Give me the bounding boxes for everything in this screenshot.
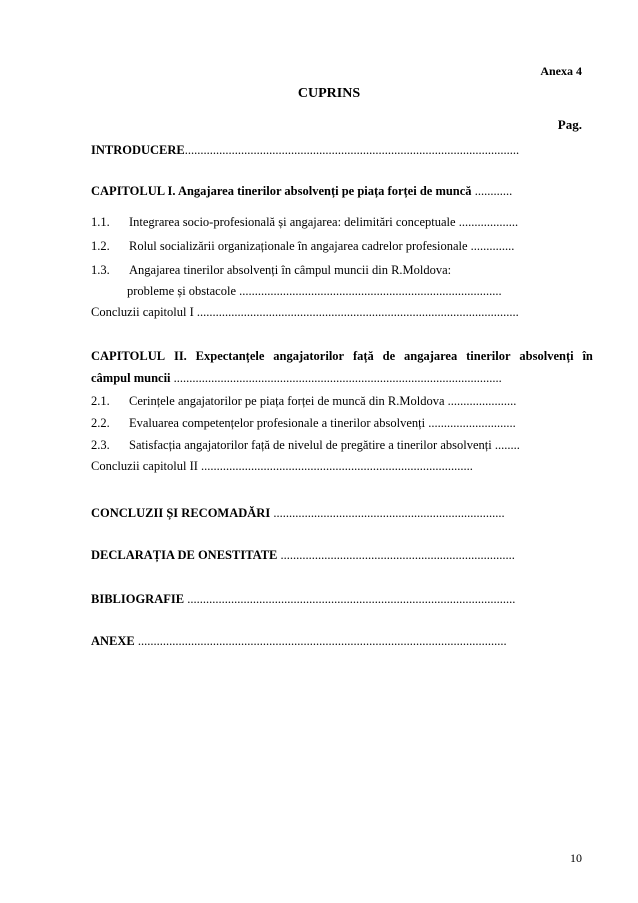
chapter-word: II. — [173, 349, 187, 363]
leader-dots: ............................ — [425, 416, 516, 430]
section-number: 2.1. — [91, 394, 110, 408]
leader-dots: .................................................................................... — [236, 284, 502, 298]
section-number: 2.2. — [91, 416, 110, 430]
entry-label: probleme și obstacole — [127, 284, 236, 298]
toc-entry-declaratia — [91, 548, 515, 563]
chapter-word: CAPITOLUL — [91, 349, 166, 363]
entry-label: BIBLIOGRAFIE — [91, 592, 185, 606]
entry-label: CONCLUZII ȘI RECOMADĂRI — [91, 506, 271, 520]
leader-dots: .......................................................................... — [270, 506, 505, 520]
entry-label: DECLARAȚIA DE ONESTITATE — [91, 548, 278, 562]
section-number: 1.3. — [91, 263, 110, 277]
entry-label: Rolul socializării organizaționale în angajarea cadrelor profesionale — [129, 239, 468, 253]
toc-entry-concluzii-1 — [91, 305, 519, 320]
toc-entry-introducere — [91, 143, 519, 158]
chapter-word: angajatorilor — [273, 349, 345, 363]
entry-label: Angajarea tinerilor absolvenți în câmpul muncii din R.Moldova: — [129, 263, 452, 277]
leader-dots: ............ — [471, 184, 513, 198]
page-column-label: Pag. — [557, 117, 582, 132]
toc-entry-1-1 — [91, 215, 518, 230]
toc-entry-2-2 — [91, 416, 516, 431]
entry-label: Satisfacția angajatorilor față de nivelul de pregătire a tinerilor absolvenți — [129, 438, 492, 452]
toc-entry-bibliografie — [91, 592, 515, 607]
leader-dots: ........ — [491, 438, 520, 452]
toc-entry-anexe — [91, 634, 507, 649]
leader-dots: ....................................................................................................... — [193, 305, 519, 319]
entry-label: INTRODUCERE — [91, 143, 185, 157]
section-number: 2.3. — [91, 438, 110, 452]
section-number: 1.1. — [91, 215, 110, 229]
toc-entry-concluzii — [91, 506, 505, 521]
chapter-word: tinerilor — [466, 349, 511, 363]
toc-entry-concluzii-2 — [91, 459, 473, 474]
leader-dots: ........................................................................................................... — [184, 143, 520, 157]
page-number: 10 — [570, 851, 582, 865]
leader-dots: ......................................................................................................... — [170, 371, 502, 385]
leader-dots: ....................................................................................... — [197, 459, 473, 473]
toc-entry-chapter-2-cont — [91, 371, 502, 386]
page-title: CUPRINS — [297, 86, 361, 101]
leader-dots: .............. — [467, 239, 515, 253]
entry-label: ANEXE — [91, 634, 135, 648]
chapter-word: angajarea — [404, 349, 458, 363]
toc-entry-chapter-1 — [91, 184, 512, 199]
section-number: 1.2. — [91, 239, 110, 253]
chapter-word: Expectanțele — [195, 349, 265, 363]
annex-label: Anexa 4 — [540, 64, 582, 78]
entry-label: Concluzii capitolul II — [91, 459, 198, 473]
toc-entry-2-1 — [91, 394, 516, 409]
entry-label: Concluzii capitolul I — [91, 305, 194, 319]
chapter-word: în — [582, 349, 593, 363]
leader-dots: ......................................................................................................... — [184, 592, 516, 606]
toc-entry-1-2 — [91, 239, 514, 254]
toc-entry-1-3-cont — [127, 284, 502, 299]
leader-dots: ...................................................................................................................... — [134, 634, 507, 648]
chapter-word: față — [352, 349, 374, 363]
leader-dots: ........................................................................... — [277, 548, 515, 562]
entry-label: CAPITOLUL I. Angajarea tinerilor absolvenți pe piața forței de muncă — [91, 184, 472, 198]
entry-label: câmpul muncii — [91, 371, 171, 385]
chapter-word: de — [382, 349, 396, 363]
toc-entry-2-3 — [91, 438, 520, 453]
toc-entry-chapter-2 — [91, 349, 593, 364]
leader-dots: ................... — [455, 215, 519, 229]
entry-label: Evaluarea competențelor profesionale a tinerilor absolvenți — [129, 416, 426, 430]
entry-label: Cerințele angajatorilor pe piața forței de muncă din R.Moldova — [129, 394, 445, 408]
leader-dots: ...................... — [444, 394, 517, 408]
toc-entry-1-3 — [91, 263, 451, 278]
entry-label: Integrarea socio-profesională și angajarea: delimitări conceptuale — [129, 215, 456, 229]
chapter-word: absolvenți — [519, 349, 574, 363]
